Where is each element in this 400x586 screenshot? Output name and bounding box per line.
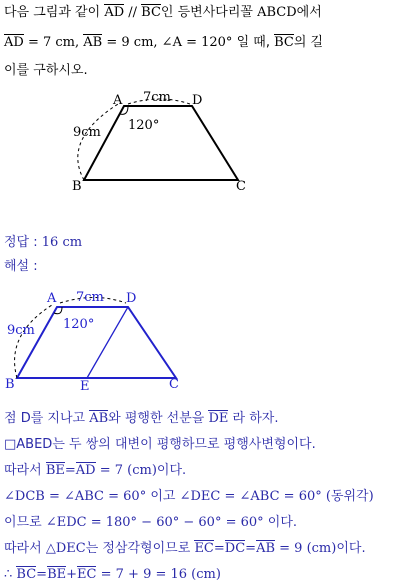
vertex-label-d: D — [126, 291, 137, 306]
solution-text: 와 평행한 선분을 — [108, 411, 205, 426]
equals: = — [36, 567, 48, 582]
triangle-name: △DEC — [45, 541, 86, 556]
segment-ad: AD — [104, 5, 125, 20]
answer-value: 16 cm — [41, 235, 83, 250]
vertex-label-a: A — [47, 291, 57, 306]
vertex-label-b: B — [5, 377, 15, 392]
solution-text: 이므로 — [4, 515, 42, 530]
trapezoid-shape — [17, 307, 176, 378]
segment-bc: BC — [141, 5, 161, 20]
solution-text: 이고 — [150, 489, 176, 504]
solution-line-7 — [4, 566, 221, 584]
side-ab-dashed-arc — [15, 305, 52, 378]
angle-label: 120° — [128, 118, 160, 133]
therefore-symbol: ∴ — [4, 567, 13, 582]
solution-line-3 — [4, 462, 186, 480]
equals: = — [245, 541, 257, 556]
problem-text: 인 등변사다리꼴 — [160, 5, 253, 20]
solution-line-2: □ABED는 두 쌍의 대변이 평행하므로 평행사변형이다. — [4, 437, 316, 452]
side-label-left: 9cm — [73, 125, 101, 140]
solution-text: 이다. — [267, 515, 298, 530]
solution-line-6 — [4, 540, 366, 558]
solution-text: 이다. — [156, 463, 187, 478]
solution-line-4 — [4, 488, 374, 506]
vertex-label-b: B — [72, 179, 82, 194]
vertex-label-e: E — [80, 379, 90, 394]
parallel-symbol: // — [128, 5, 138, 20]
equation: = 7 + 9 = 16 (cm) — [100, 567, 221, 582]
angle-label: 120° — [63, 317, 95, 332]
vertex-label-c: C — [169, 377, 179, 392]
solution-text: 따라서 — [4, 463, 42, 478]
problem-text: 의 길 — [293, 35, 324, 50]
segment-ad: AD — [4, 35, 24, 50]
equals: = — [64, 463, 76, 478]
problem-text: 이를 구하시오. — [4, 63, 88, 78]
solution-text: 따라서 — [4, 541, 42, 556]
answer-label: 정답 : — [4, 235, 38, 250]
equation: ∠DCB = ∠ABC = 60° — [4, 489, 147, 504]
solution-line-5 — [4, 514, 297, 532]
solution-label: 해설 : — [4, 259, 38, 274]
angle-expression: ∠A = 120° — [161, 35, 233, 50]
problem-text: 에서 — [296, 5, 322, 20]
segment-ec: EC — [194, 541, 214, 556]
segment-ab: AB — [83, 35, 103, 50]
plus: + — [66, 567, 78, 582]
vertex-label-a: A — [113, 93, 123, 108]
solution-text: 라 하자. — [232, 411, 279, 426]
equation: ∠EDC = 180° − 60° − 60° = 60° — [45, 515, 264, 530]
segment-bc: BC — [16, 567, 37, 582]
equation: = 9 (cm) — [279, 541, 337, 556]
problem-text: 일 때, — [236, 35, 270, 50]
segment-bc: BC — [274, 35, 294, 50]
equation: ∠DEC = ∠ABC = 60° (동위각) — [179, 489, 374, 504]
segment-ad: AD — [75, 463, 96, 478]
segment-ec: EC — [77, 567, 97, 582]
equation: = 7 cm, — [27, 35, 80, 50]
segment-be: BE — [47, 567, 67, 582]
solution-line-1 — [4, 410, 279, 428]
segment-ab: AB — [256, 541, 276, 556]
equals: = — [213, 541, 225, 556]
solution-text: 는 정삼각형이므로 — [85, 541, 191, 556]
problem-text: 다음 그림과 같이 — [4, 5, 101, 20]
vertex-label-d: D — [192, 93, 203, 108]
side-label-top: 7cm — [76, 290, 104, 305]
segment-be: BE — [45, 463, 65, 478]
solution-text: 이다. — [336, 541, 366, 556]
segment-dc: DC — [224, 541, 246, 556]
side-label-top: 7cm — [143, 90, 171, 105]
solution-text: 점 D를 지나고 — [4, 411, 86, 426]
equation: = 9 cm, — [106, 35, 158, 50]
segment-ab: AB — [89, 411, 109, 426]
equation: = 7 (cm) — [99, 463, 157, 478]
side-label-left: 9cm — [7, 323, 35, 338]
vertex-label-c: C — [236, 179, 246, 194]
quad-name: ABCD — [257, 5, 297, 20]
segment-de: DE — [208, 411, 229, 426]
